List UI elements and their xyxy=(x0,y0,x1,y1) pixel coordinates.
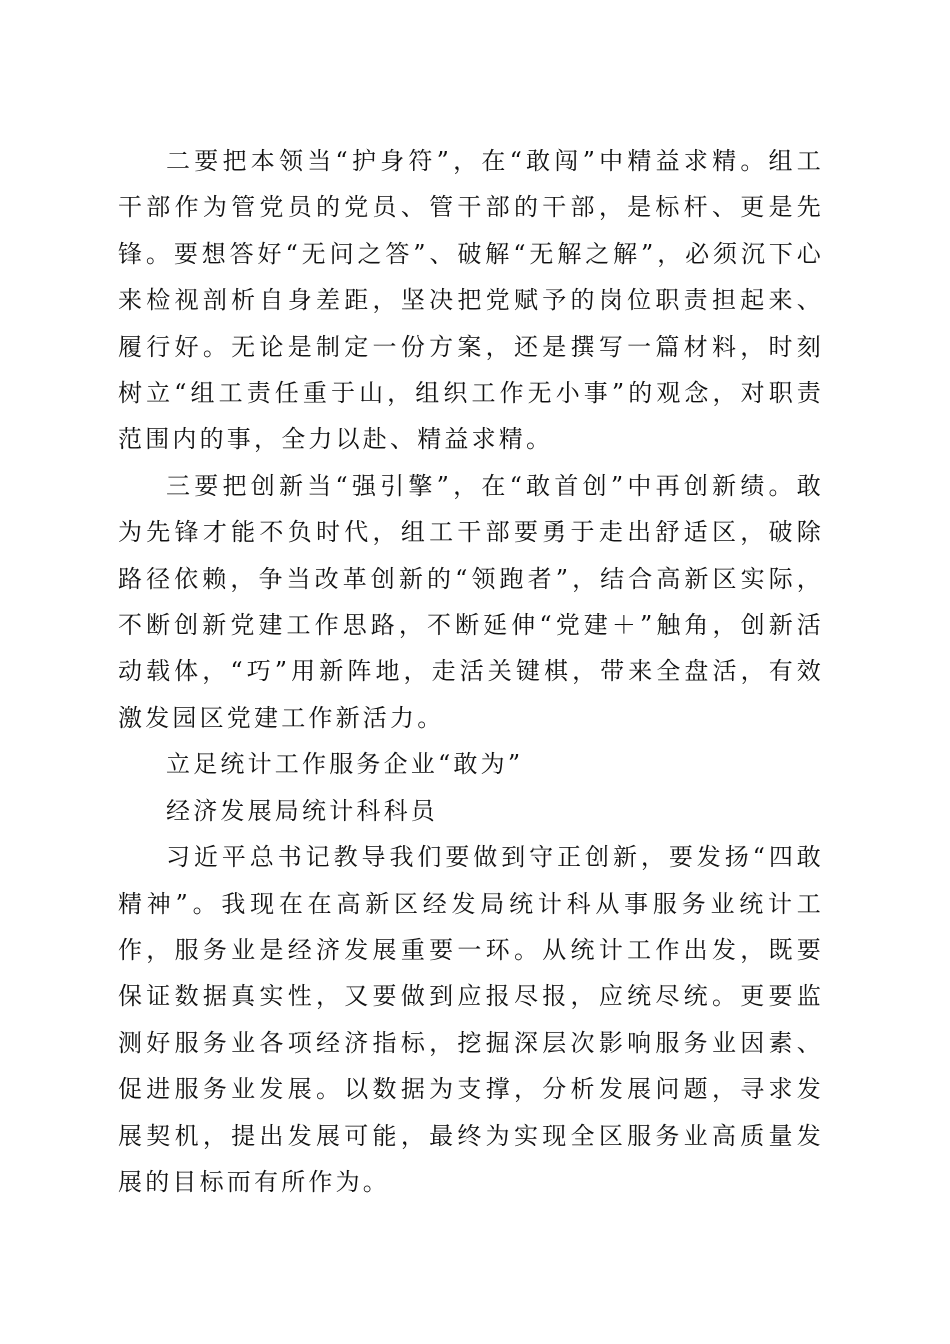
paragraph-innovation: 三要把创新当“强引擎”，在“敢首创”中再创新绩。敢为先锋才能不负时代，组工干部要勇于走出舒适区，破除路径依赖，争当改革创新的“领跑者”，结合高新区实际，不断创新党建工作思路，不断延伸“党建＋”触角，创新活动载体，“巧”用新阵地，走活关键棋，带来全盘活，有效激发园区党建工作新活力。 xyxy=(118,471,824,732)
paragraph-statistics: 习近平总书记教导我们要做到守正创新，要发扬“四敢精神”。我现在在高新区经发局统计科从事服务业统计工作，服务业是经济发展重要一环。从统计工作出发，既要保证数据真实性，又要做到应报尽报，应统尽统。更要监测好服务业各项经济指标，挖掘深层次影响服务业因素、促进服务业发展。以数据为支撑，分析发展问题，寻求发展契机，提出发展可能，最终为实现全区服务业高质量发展的目标而有所作为。 xyxy=(118,843,824,1196)
paragraph-skills: 二要把本领当“护身符”，在“敢闯”中精益求精。组工干部作为管党员的党员、管干部的干部，是标杆、更是先锋。要想答好“无问之答”、破解“无解之解”，必须沉下心来检视剖析自身差距，坚决把党赋予的岗位职责担起来、履行好。无论是制定一份方案，还是撰写一篇材料，时刻树立“组工责任重于山，组织工作无小事”的观念，对职责范围内的事，全力以赴、精益求精。 xyxy=(118,147,824,454)
document-body xyxy=(118,138,824,1205)
section-title: 立足统计工作服务企业“敢为” xyxy=(166,750,524,779)
author-line: 经济发展局统计科科员 xyxy=(166,796,438,825)
